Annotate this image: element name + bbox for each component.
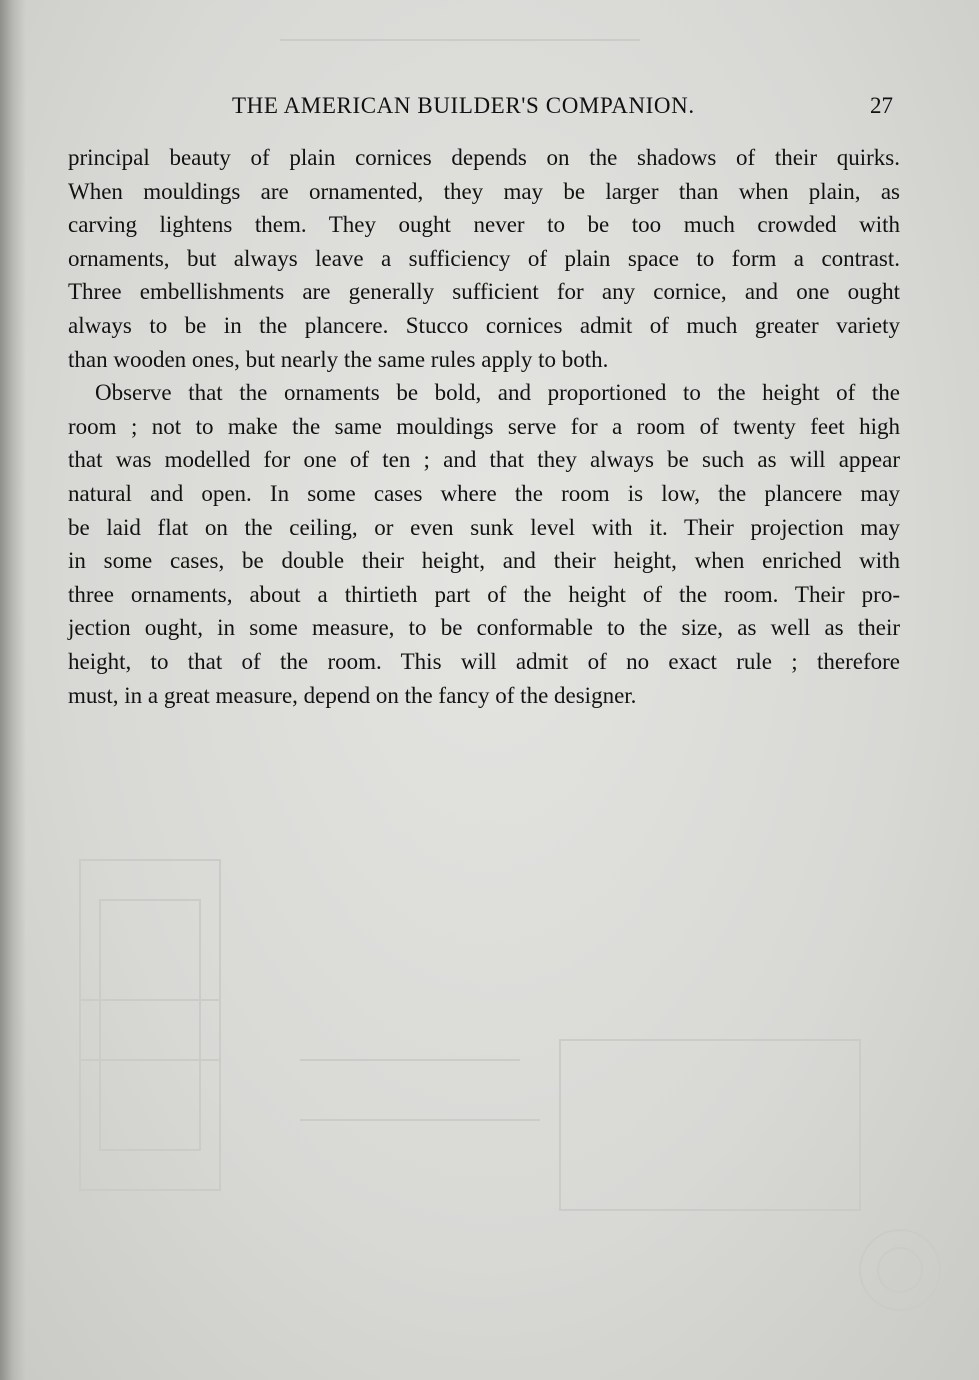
text-line: room ; not to make the same mouldings serve for a room of twenty feet high (68, 413, 900, 439)
text-line: Three embellishments are generally sufficient for any cornice, and one ought (68, 279, 900, 305)
text-line: When mouldings are ornamented, they may be larger than when plain, as (68, 178, 900, 204)
text-line: than wooden ones, but nearly the same rules apply to both. (68, 346, 609, 372)
body-text (68, 141, 900, 712)
text-line: natural and open. In some cases where the room is low, the plancere may (68, 480, 900, 506)
text-line: be laid flat on the ceiling, or even sunk level with it. Their projection may (68, 514, 900, 540)
text-line: height, to that of the room. This will admit of no exact rule ; therefore (68, 648, 900, 674)
spine-shadow (0, 0, 26, 1380)
text-line: must, in a great measure, depend on the fancy of the designer. (68, 682, 637, 708)
text-line: Observe that the ornaments be bold, and proportioned to the height of the (95, 380, 900, 406)
paragraph-2 (68, 376, 900, 712)
text-line: always to be in the plancere. Stucco cornices admit of much greater variety (68, 312, 900, 338)
text-line: carving lightens them. They ought never to be too much crowded with (68, 212, 900, 238)
page-header (0, 93, 979, 125)
text-line: jection ought, in some measure, to be conformable to the size, as well as their (68, 615, 900, 641)
paragraph-1 (68, 141, 900, 376)
text-line: ornaments, but always leave a sufficiency of plain space to form a contrast. (68, 245, 900, 271)
page-number: 27 (870, 93, 893, 118)
text-line: that was modelled for one of ten ; and that they always be such as will appear (68, 447, 900, 473)
running-title: THE AMERICAN BUILDER'S COMPANION. (232, 93, 695, 118)
text-line: principal beauty of plain cornices depends on the shadows of their quirks. (68, 145, 900, 170)
text-line: in some cases, be double their height, and their height, when enriched with (68, 548, 900, 574)
text-line: three ornaments, about a thirtieth part of the height of the room. Their pro- (68, 581, 900, 607)
